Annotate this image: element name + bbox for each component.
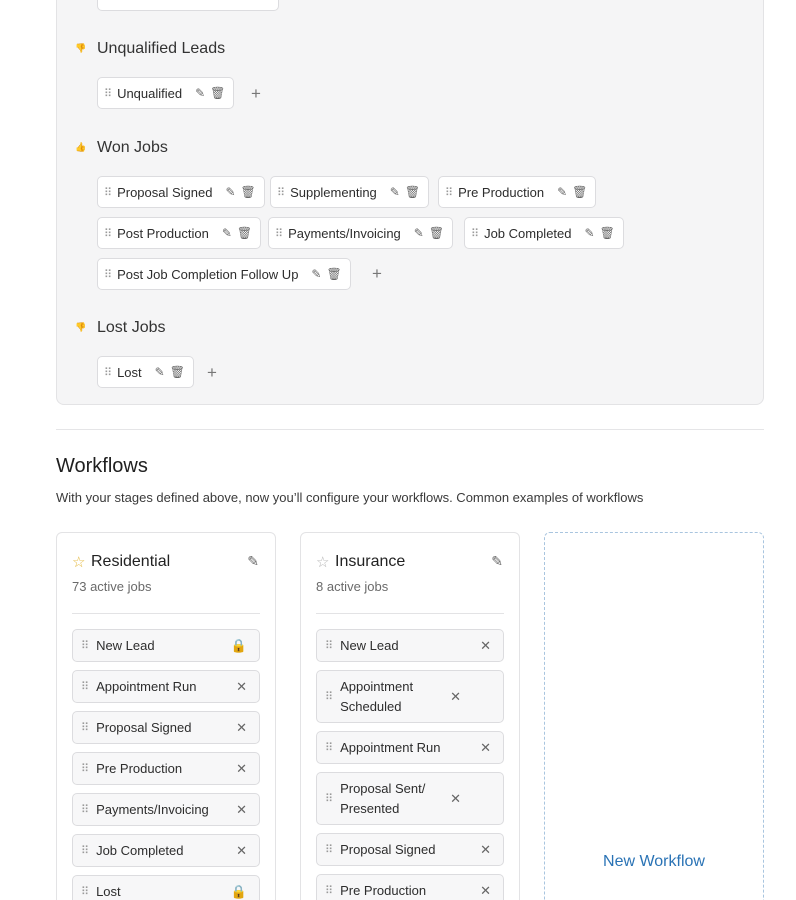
workflow-name: Insurance bbox=[335, 553, 406, 570]
stage-chip-job-completed[interactable]: ⠿ Job Completed ✎ 🗑 bbox=[464, 217, 624, 249]
drag-handle-icon[interactable]: ⠿ bbox=[445, 186, 453, 199]
edit-icon[interactable]: ✎ bbox=[491, 553, 503, 569]
drag-handle-icon[interactable]: ⠿ bbox=[104, 186, 112, 199]
star-filled-icon[interactable]: ☆ bbox=[72, 554, 86, 571]
workflow-step[interactable]: ⠿ Payments/Invoicing ✕ bbox=[72, 793, 260, 826]
drag-handle-icon[interactable]: ⠿ bbox=[325, 844, 333, 856]
stage-chip-payments-invoicing[interactable]: ⠿ Payments/Invoicing ✎ 🗑 bbox=[268, 217, 453, 249]
card-divider bbox=[72, 613, 260, 614]
drag-handle-icon[interactable]: ⠿ bbox=[81, 640, 89, 652]
stage-chip-unqualified[interactable]: ⠿ Unqualified ✎ 🗑 bbox=[97, 77, 234, 109]
trash-icon[interactable]: 🗑 bbox=[326, 267, 342, 281]
stage-chip-partial[interactable] bbox=[97, 0, 279, 11]
close-icon[interactable]: ✕ bbox=[236, 801, 247, 817]
trash-icon[interactable]: 🗑 bbox=[428, 226, 445, 240]
edit-icon[interactable]: ✎ bbox=[247, 553, 259, 569]
group-title-lost: Lost Jobs bbox=[97, 319, 166, 336]
drag-handle-icon[interactable]: ⠿ bbox=[325, 793, 333, 805]
trash-icon[interactable]: 🗑 bbox=[572, 185, 588, 199]
drag-handle-icon[interactable]: ⠿ bbox=[81, 845, 89, 857]
drag-handle-icon[interactable]: ⠿ bbox=[81, 681, 89, 693]
workflow-step[interactable]: ⠿ Appointment Run ✕ bbox=[72, 670, 260, 703]
thumbs-down-icon: 👎 bbox=[75, 43, 87, 53]
drag-handle-icon[interactable]: ⠿ bbox=[277, 186, 285, 199]
star-outline-icon[interactable]: ☆ bbox=[316, 554, 330, 571]
lock-icon: 🔒 bbox=[230, 637, 247, 653]
workflow-card-insurance[interactable] bbox=[300, 532, 520, 900]
trash-icon[interactable]: 🗑 bbox=[236, 226, 253, 240]
workflows-title: Workflows bbox=[56, 455, 148, 477]
close-icon[interactable]: ✕ bbox=[236, 760, 247, 776]
workflow-name: Residential bbox=[91, 553, 171, 570]
edit-icon[interactable]: ✎ bbox=[413, 226, 424, 240]
close-icon[interactable]: ✕ bbox=[480, 637, 491, 653]
add-stage-unqualified-button[interactable]: + bbox=[251, 84, 261, 103]
edit-icon[interactable]: ✎ bbox=[225, 185, 236, 199]
drag-handle-icon[interactable]: ⠿ bbox=[325, 640, 333, 652]
trash-icon[interactable]: 🗑 bbox=[169, 365, 185, 379]
edit-icon[interactable]: ✎ bbox=[221, 226, 232, 240]
thumbs-down-icon: 👎 bbox=[75, 322, 87, 332]
close-icon[interactable]: ✕ bbox=[480, 841, 491, 857]
drag-handle-icon[interactable]: ⠿ bbox=[81, 886, 89, 898]
section-divider bbox=[56, 429, 764, 430]
thumbs-up-icon: 👍 bbox=[75, 142, 87, 152]
trash-icon[interactable]: 🗑 bbox=[599, 226, 615, 240]
workflows-description: With your stages defined above, now you’ll configure your workflows. Common examples of workflows bbox=[56, 490, 644, 505]
close-icon[interactable]: ✕ bbox=[236, 842, 247, 858]
drag-handle-icon[interactable]: ⠿ bbox=[325, 885, 333, 897]
drag-handle-icon[interactable]: ⠿ bbox=[471, 227, 479, 240]
workflow-step[interactable]: ⠿ Lost 🔒 bbox=[72, 875, 260, 900]
close-icon[interactable]: ✕ bbox=[480, 882, 491, 898]
drag-handle-icon[interactable]: ⠿ bbox=[104, 366, 112, 379]
group-title-unqualified: Unqualified Leads bbox=[97, 40, 226, 57]
workflow-card-residential[interactable] bbox=[56, 532, 276, 900]
drag-handle-icon[interactable]: ⠿ bbox=[81, 763, 89, 775]
workflow-step[interactable]: ⠿ New Lead ✕ bbox=[316, 629, 504, 662]
workflow-step[interactable]: ⠿ Job Completed ✕ bbox=[72, 834, 260, 867]
close-icon[interactable]: ✕ bbox=[450, 790, 461, 806]
workflow-step[interactable]: ⠿ Pre Production ✕ bbox=[72, 752, 260, 785]
drag-handle-icon[interactable]: ⠿ bbox=[81, 722, 89, 734]
new-workflow-button[interactable]: New Workflow bbox=[603, 853, 705, 870]
workflow-step[interactable]: ⠿ Proposal Signed ✕ bbox=[72, 711, 260, 744]
add-stage-won-button[interactable]: + bbox=[372, 264, 382, 283]
group-title-won: Won Jobs bbox=[97, 139, 168, 156]
workflow-job-count: 8 active jobs bbox=[316, 579, 389, 594]
trash-icon[interactable]: 🗑 bbox=[240, 185, 256, 199]
edit-icon[interactable]: ✎ bbox=[311, 267, 322, 281]
edit-icon[interactable]: ✎ bbox=[557, 185, 568, 199]
workflow-step[interactable]: ⠿ Proposal Sent/ Presented ✕ bbox=[316, 772, 504, 825]
drag-handle-icon[interactable]: ⠿ bbox=[104, 87, 112, 100]
close-icon[interactable]: ✕ bbox=[236, 719, 247, 735]
workflow-step[interactable]: ⠿ Proposal Signed ✕ bbox=[316, 833, 504, 866]
edit-icon[interactable]: ✎ bbox=[389, 185, 400, 199]
edit-icon[interactable]: ✎ bbox=[584, 226, 595, 240]
stage-chip-supplementing[interactable]: ⠿ Supplementing ✎ 🗑 bbox=[270, 176, 429, 208]
trash-icon[interactable]: 🗑 bbox=[404, 185, 421, 199]
close-icon[interactable]: ✕ bbox=[236, 678, 247, 694]
drag-handle-icon[interactable]: ⠿ bbox=[275, 227, 283, 240]
drag-handle-icon[interactable]: ⠿ bbox=[325, 742, 333, 754]
workflow-step[interactable]: ⠿ Appointment Scheduled ✕ bbox=[316, 670, 504, 723]
edit-icon[interactable]: ✎ bbox=[154, 365, 165, 379]
stage-chip-post-job-follow-up[interactable]: ⠿ Post Job Completion Follow Up ✎ 🗑 bbox=[97, 258, 351, 290]
lock-icon: 🔒 bbox=[230, 883, 247, 899]
workflow-step[interactable]: ⠿ Pre Production ✕ bbox=[316, 874, 504, 900]
add-stage-lost-button[interactable]: + bbox=[207, 363, 217, 382]
workflow-step[interactable]: ⠿ Appointment Run ✕ bbox=[316, 731, 504, 764]
drag-handle-icon[interactable]: ⠿ bbox=[104, 268, 112, 281]
stage-chip-lost[interactable]: ⠿ Lost ✎ 🗑 bbox=[97, 356, 194, 388]
workflow-step[interactable]: ⠿ New Lead 🔒 bbox=[72, 629, 260, 662]
drag-handle-icon[interactable]: ⠿ bbox=[325, 691, 333, 703]
drag-handle-icon[interactable]: ⠿ bbox=[104, 227, 112, 240]
stage-chip-pre-production[interactable]: ⠿ Pre Production ✎ 🗑 bbox=[438, 176, 596, 208]
new-workflow-card[interactable] bbox=[544, 532, 764, 900]
edit-icon[interactable]: ✎ bbox=[195, 86, 206, 100]
stage-chip-post-production[interactable]: ⠿ Post Production ✎ 🗑 bbox=[97, 217, 261, 249]
close-icon[interactable]: ✕ bbox=[450, 688, 461, 704]
close-icon[interactable]: ✕ bbox=[480, 739, 491, 755]
card-divider bbox=[316, 613, 504, 614]
drag-handle-icon[interactable]: ⠿ bbox=[81, 804, 89, 816]
stage-chip-proposal-signed[interactable]: ⠿ Proposal Signed ✎ 🗑 bbox=[97, 176, 265, 208]
trash-icon[interactable]: 🗑 bbox=[210, 86, 226, 100]
workflow-job-count: 73 active jobs bbox=[72, 579, 152, 594]
